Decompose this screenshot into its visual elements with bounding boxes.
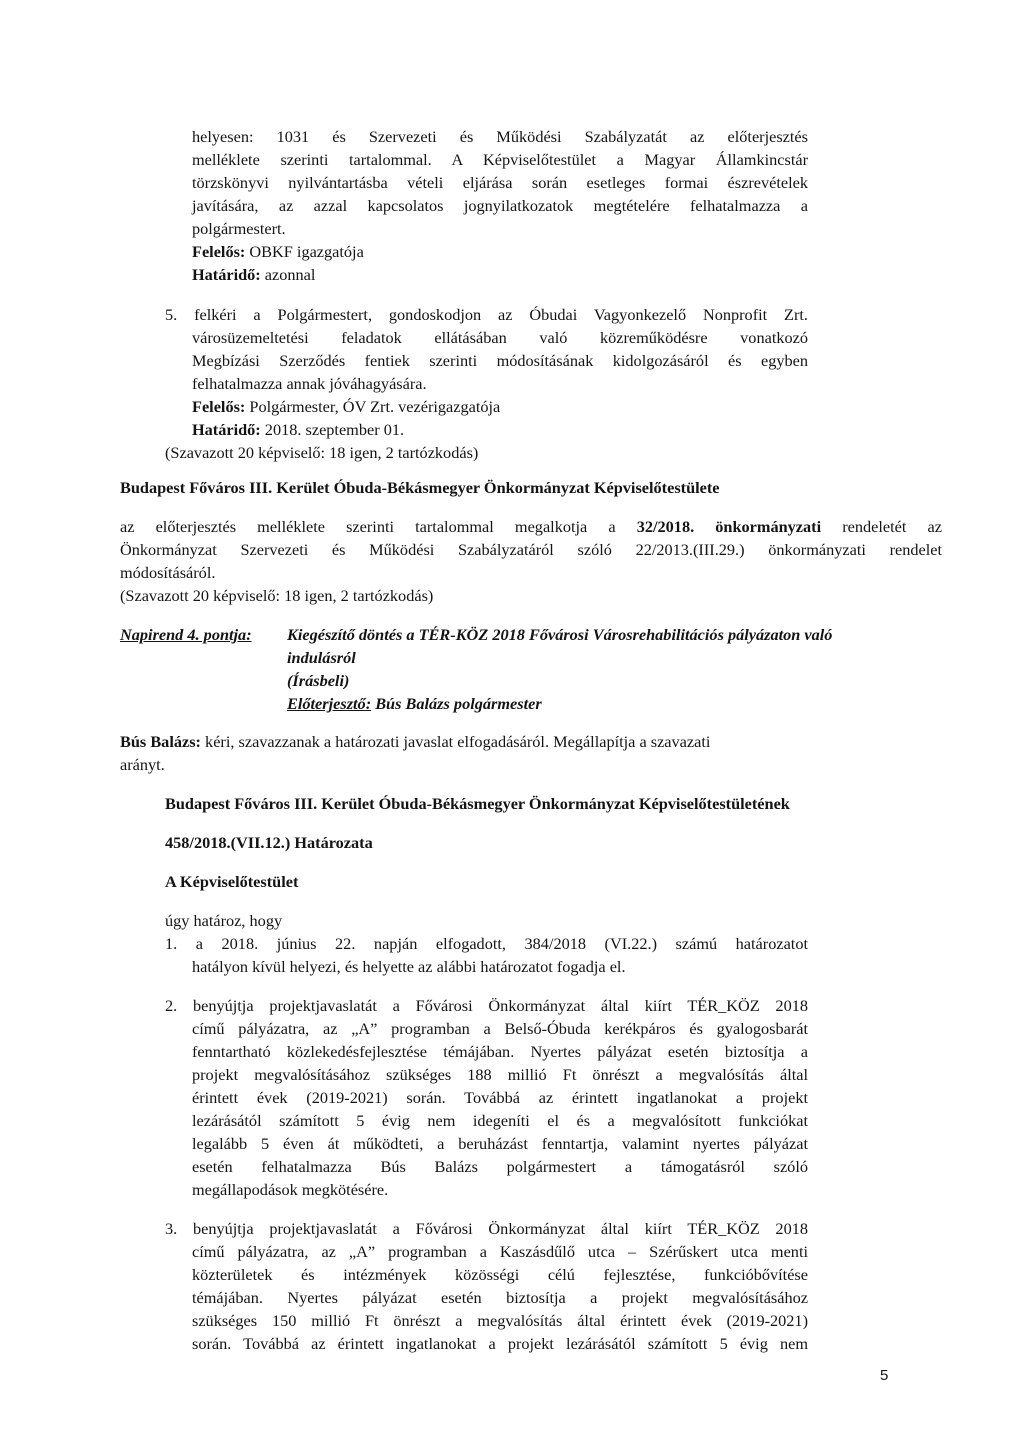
- resolution-intro: úgy határoz, hogy: [165, 911, 283, 930]
- decision-heading: Budapest Főváros III. Kerület Óbuda-Békásmegyer Önkormányzat Képviselőtestülete: [120, 478, 720, 497]
- resolution-heading: Budapest Főváros III. Kerület Óbuda-Békásmegyer Önkormányzat Képviselőtestületének: [165, 794, 790, 813]
- responsible-line: [192, 242, 364, 262]
- paragraph-line: fenntartható közlekedésfejlesztése témájában. Nyertes pályázat esetén biztosítja a: [192, 1042, 808, 1061]
- list-item: 1. a 2018. június 22. napján elfogadott, 384/2018 (VI.22.) számú határozatot: [165, 934, 808, 953]
- deadline-line: [192, 265, 315, 285]
- deadline-value: azonnal: [260, 265, 316, 284]
- responsible-value: OBKF igazgatója: [245, 242, 364, 261]
- agenda-title: Kiegészítő döntés a TÉR-KÖZ 2018 Fővárosi Városrehabilitációs pályázaton való: [287, 625, 833, 644]
- vote-result: (Szavazott 20 képviselő: 18 igen, 2 tartózkodás): [165, 443, 479, 462]
- paragraph-line: városüzemeltetési feladatok ellátásában való közreműködésre vonatkozó: [192, 328, 808, 347]
- decision-text: az előterjesztés melléklete szerinti tartalommal megalkotja a: [120, 517, 637, 536]
- presenter-name: Bús Balázs polgármester: [371, 694, 542, 713]
- paragraph-line: című pályázatra, az „A” programban a Kaszásdűlő utca – Szérűskert utca menti: [192, 1242, 808, 1261]
- speech-line: arányt.: [120, 755, 165, 774]
- agenda-title: indulásról: [287, 648, 356, 667]
- paragraph-line: törzskönyvi nyilvántartásba vételi eljárása során esetleges formai észrevételek: [192, 173, 808, 192]
- responsible-line: [192, 397, 500, 417]
- responsible-value: Polgármester, ÓV Zrt. vezérigazgatója: [245, 397, 501, 416]
- responsible-label: Felelős:: [192, 397, 246, 416]
- paragraph-line: hatályon kívül helyezi, és helyette az alábbi határozatot fogadja el.: [192, 957, 626, 976]
- speech-text: kéri, szavazzanak a határozati javaslat elfogadásáról. Megállapítja a szavazati: [200, 732, 711, 751]
- paragraph-line: közterületek és intézmények közösségi célú fejlesztése, funkcióbővítése: [192, 1265, 808, 1284]
- responsible-label: Felelős:: [192, 242, 246, 261]
- presenter-label: Előterjesztő:: [287, 694, 372, 713]
- paragraph-line: esetén felhatalmazza Bús Balázs polgármestert a támogatásról szóló: [192, 1157, 808, 1176]
- deadline-label: Határidő:: [192, 420, 261, 439]
- decision-line: Önkormányzat Szervezeti és Működési Szabályzatáról szóló 22/2013.(III.29.) önkormányzati rendelet: [120, 540, 942, 559]
- paragraph-line: melléklete szerinti tartalommal. A Képviselőtestület a Magyar Államkincstár: [192, 150, 808, 169]
- decision-line: [120, 517, 942, 537]
- agenda-label: Napirend 4. pontja:: [120, 625, 252, 644]
- list-item: 2. benyújtja projektjavaslatát a Fővárosi Önkormányzat által kiírt TÉR_KÖZ 2018: [165, 996, 808, 1015]
- list-item: 5. felkéri a Polgármestert, gondoskodjon az Óbudai Vagyonkezelő Nonprofit Zrt.: [165, 305, 808, 324]
- paragraph-line: javítására, az azzal kapcsolatos jognyilatkozatok megtételére felhatalmazza a: [192, 196, 808, 215]
- vote-result: (Szavazott 20 képviselő: 18 igen, 2 tartózkodás): [120, 586, 434, 605]
- decision-text: rendeletét az: [821, 517, 942, 536]
- paragraph-line: témájában. Nyertes pályázat esetén biztosítja a projekt megvalósításához: [192, 1288, 808, 1307]
- paragraph-line: felhatalmazza annak jóváhagyására.: [192, 374, 427, 393]
- decision-line: módosításáról.: [120, 563, 216, 582]
- agenda-written-note: (Írásbeli): [287, 671, 350, 690]
- paragraph-line: projekt megvalósításához szükséges 188 millió Ft önrészt a megvalósítás által: [192, 1065, 808, 1084]
- paragraph-line: című pályázatra, az „A” programban a Belső-Óbuda kerékpáros és gyalogosbarát: [192, 1019, 808, 1038]
- list-item: 3. benyújtja projektjavaslatát a Fővárosi Önkormányzat által kiírt TÉR_KÖZ 2018: [165, 1219, 808, 1238]
- resolution-body-title: A Képviselőtestület: [165, 872, 299, 891]
- paragraph-line: lezárásától számított 5 évig nem idegeníti el és a megvalósított funkciókat: [192, 1111, 808, 1130]
- paragraph-line: legalább 5 éven át működteti, a beruházást fenntartja, valamint nyertes pályázat: [192, 1134, 808, 1153]
- paragraph-line: polgármestert.: [192, 219, 286, 238]
- paragraph-line: Megbízási Szerződés fentiek szerinti módosításának kidolgozásáról és egyben: [192, 351, 808, 370]
- deadline-line: [192, 420, 404, 440]
- deadline-value: 2018. szeptember 01.: [260, 420, 405, 439]
- page-number: 5: [880, 1367, 889, 1384]
- paragraph-line: szükséges 150 millió Ft önrészt a megvalósítás által érintett évek (2019-2021): [192, 1311, 808, 1330]
- paragraph-line: helyesen: 1031 és Szervezeti és Működési Szabályzatát az előterjesztés: [192, 127, 808, 146]
- paragraph-line: érintett évek (2019-2021) során. Továbbá az érintett ingatlanokat a projekt: [192, 1088, 808, 1107]
- speech-line: [120, 732, 710, 752]
- paragraph-line: megállapodások megkötésére.: [192, 1180, 389, 1199]
- resolution-number: 458/2018.(VII.12.) Határozata: [165, 833, 373, 852]
- speaker-name: Bús Balázs:: [120, 732, 201, 751]
- decree-number: 32/2018. önkormányzati: [636, 517, 822, 536]
- deadline-label: Határidő:: [192, 265, 261, 284]
- paragraph-line: során. Továbbá az érintett ingatlanokat a projekt lezárásától számított 5 évig nem: [192, 1334, 808, 1353]
- agenda-presenter: [287, 694, 542, 714]
